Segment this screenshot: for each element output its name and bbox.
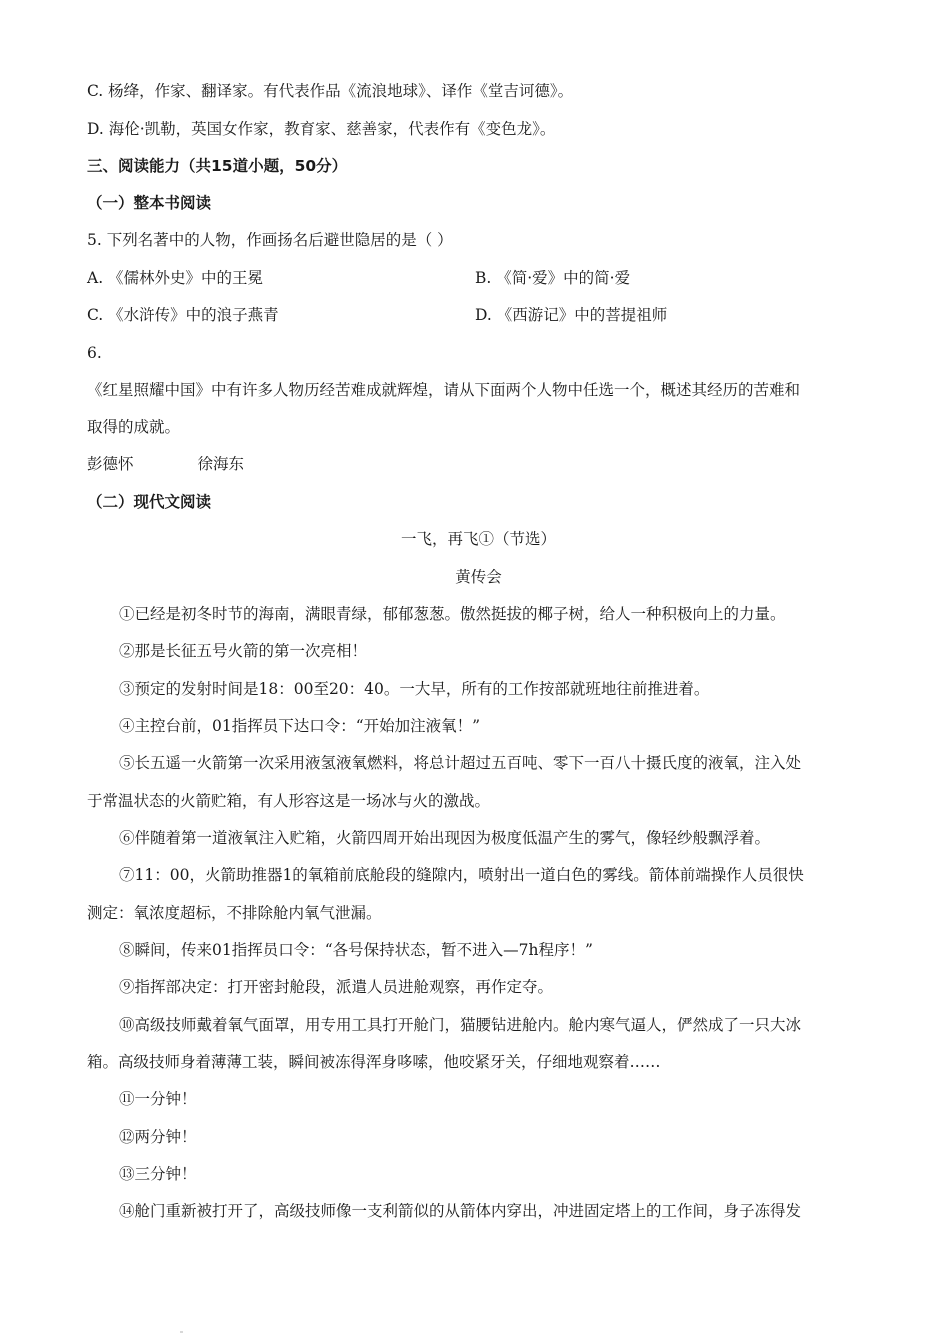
- paragraph-11: ⑪一分钟！: [119, 1090, 197, 1108]
- question-5-option-d: D. 《西游记》中的菩提祖师: [475, 306, 668, 324]
- question-5-option-a: A. 《儒林外史》中的王冕: [87, 269, 264, 287]
- question-6-stem-line-2: 取得的成就。: [87, 418, 181, 436]
- question-5-option-c: C. 《水浒传》中的浪子燕青: [87, 306, 279, 324]
- name-peng-dehuai: 彭德怀: [87, 455, 134, 473]
- paragraph-5-line-2: 于常温状态的火箭贮箱，有人形容这是一场冰与火的激战。: [87, 792, 491, 810]
- paragraph-10-line-1: ⑩高级技师戴着氧气面罩，用专用工具打开舱门，猫腰钻进舱内。舱内寒气逼人，俨然成了一只大冰: [119, 1016, 802, 1034]
- paragraph-4: ④主控台前，01指挥员下达口令：“开始加注液氧！”: [119, 717, 481, 735]
- paragraph-1: ①已经是初冬时节的海南，满眼青绿，郁郁葱葱。傲然挺拔的椰子树，给人一种积极向上的力量。: [119, 605, 786, 623]
- paragraph-5-line-1: ⑤长五遥一火箭第一次采用液氢液氧燃料，将总计超过五百吨、零下一百八十摄氏度的液氧，注入处: [119, 754, 802, 772]
- question-6-stem-line-1: 《红星照耀中国》中有许多人物历经苦难成就辉煌，请从下面两个人物中任选一个，概述其经历的苦难和: [87, 381, 801, 399]
- paragraph-7-line-1: ⑦11：00，火箭助推器1的氧箱前底舱段的缝隙内，喷射出一道白色的雾线。箭体前端操作人员很快: [119, 866, 804, 884]
- article-author: 黄传会: [455, 568, 502, 586]
- question-5-stem: 5. 下列名著中的人物，作画扬名后避世隐居的是（ ）: [87, 231, 453, 249]
- paragraph-6: ⑥伴随着第一道液氧注入贮箱，火箭四周开始出现因为极度低温产生的雾气，像轻纱般飘浮着。: [119, 829, 771, 847]
- paragraph-9: ⑨指挥部决定：打开密封舱段，派遣人员进舱观察，再作定夺。: [119, 978, 554, 996]
- subsection-heading-1: （一）整本书阅读: [87, 194, 212, 212]
- paragraph-10-line-2: 箱。高级技师身着薄薄工装，瞬间被冻得浑身哆嗦，他咬紧牙关，仔细地观察着……: [87, 1053, 661, 1071]
- option-c-prior: C. 杨绛，作家、翻译家。有代表作品《流浪地球》、译作《堂吉诃德》。: [87, 82, 574, 100]
- footer-dot: [180, 1331, 183, 1333]
- question-5-option-b: B. 《简·爱》中的简·爱: [475, 269, 631, 287]
- paragraph-3: ③预定的发射时间是18：00至20：40。一大早，所有的工作按部就班地往前推进着。: [119, 680, 710, 698]
- paragraph-12: ⑫两分钟！: [119, 1128, 197, 1146]
- paragraph-7-line-2: 测定：氧浓度超标，不排除舱内氧气泄漏。: [87, 904, 382, 922]
- paragraph-2: ②那是长征五号火箭的第一次亮相！: [119, 642, 368, 660]
- paragraph-14-line-1: ⑭舱门重新被打开了，高级技师像一支利箭似的从箭体内穿出，冲进固定塔上的工作间，身子冻得发: [119, 1202, 802, 1220]
- subsection-heading-2: （二）现代文阅读: [87, 493, 212, 511]
- paragraph-8: ⑧瞬间，传来01指挥员口令：“各号保持状态，暂不进入—7h程序！”: [119, 941, 593, 959]
- question-6-number: 6.: [87, 344, 102, 362]
- option-d-prior: D. 海伦·凯勒，英国女作家，教育家、慈善家，代表作有《变色龙》。: [87, 120, 556, 138]
- article-title: 一飞，再飞①（节选）: [400, 530, 556, 548]
- question-6-names: [87, 453, 870, 475]
- paragraph-13: ⑬三分钟！: [119, 1165, 197, 1183]
- section-heading: 三、阅读能力（共15道小题，50分）: [87, 157, 348, 175]
- name-xu-haidong: 徐海东: [197, 455, 245, 473]
